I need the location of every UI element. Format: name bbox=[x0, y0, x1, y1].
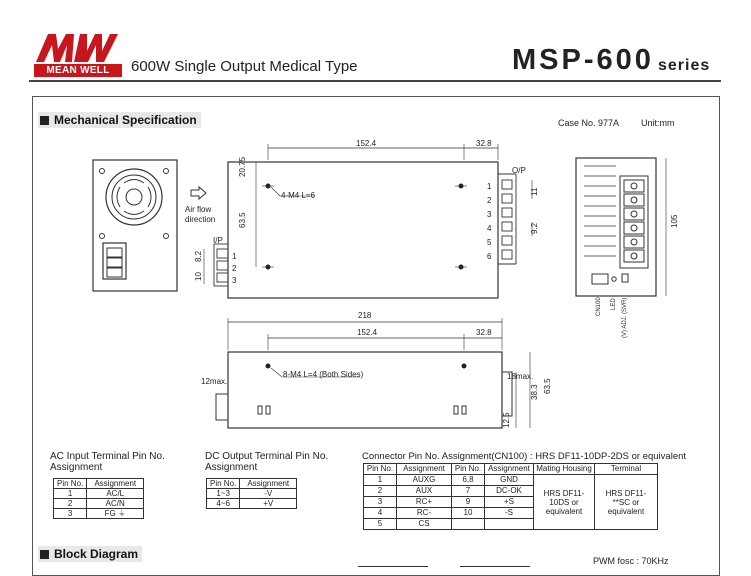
dc-output-table: Pin No. Assignment 1~3 -V 4~6 +V bbox=[206, 478, 297, 509]
front-view-drawing bbox=[90, 156, 182, 294]
dim-top-152: 152.4 bbox=[356, 139, 377, 148]
dim-10: 10 bbox=[194, 272, 203, 281]
mean-well-logo bbox=[34, 31, 122, 77]
top-view-drawing bbox=[196, 134, 550, 304]
led-label: LED bbox=[611, 298, 617, 310]
dim-8-2: 8.2 bbox=[194, 250, 203, 262]
airflow-label-1: Air flow bbox=[185, 205, 212, 214]
op-label: O/P bbox=[512, 166, 526, 175]
mw-logo-mark bbox=[34, 31, 122, 64]
mechanical-spec-heading bbox=[38, 112, 201, 128]
dim-side-152: 152.4 bbox=[357, 328, 378, 337]
table-row: 1~3 -V bbox=[207, 489, 297, 499]
dim-105: 105 bbox=[670, 214, 679, 228]
mechanical-spec-title: Mechanical Specification bbox=[54, 113, 197, 127]
page-subtitle: 600W Single Output Medical Type bbox=[131, 58, 358, 75]
screw-label-top: 4-M4 L=6 bbox=[281, 191, 316, 200]
bullet-square-icon bbox=[40, 550, 49, 559]
case-number: Case No. 977A bbox=[558, 118, 620, 128]
pwm-frequency: PWM fosc : 70KHz bbox=[593, 556, 669, 566]
block-line-1 bbox=[358, 566, 428, 567]
airflow-label-2: direction bbox=[185, 215, 216, 224]
dim-side-32: 32.8 bbox=[476, 328, 492, 337]
ac-table-title: AC Input Terminal Pin No. Assignment bbox=[50, 451, 165, 473]
dim-20-75: 20.75 bbox=[238, 156, 247, 177]
bullet-square-icon bbox=[40, 116, 49, 125]
dim-top-32: 32.8 bbox=[476, 139, 492, 148]
connector-table: Pin No. Assignment Pin No. Assignment Mating Housing Terminal 1 AUXG 6,8 GND HRS DF11-10DS or equivalent HRS DF11-**SC or equivalent 2 AUX 7 DC-OK 3 RC+ 9 +S 4 RC- 10 -S 5 CS bbox=[363, 463, 658, 530]
block-diagram-title: Block Diagram bbox=[54, 547, 139, 561]
ip-pin-numbers: 1 2 3 bbox=[232, 252, 237, 285]
dim-63-5: 63.5 bbox=[238, 212, 247, 228]
series-label: series bbox=[658, 57, 711, 74]
dim-63-5-side: 63.5 bbox=[543, 378, 552, 394]
logo-text: MEAN WELL bbox=[34, 64, 122, 77]
dc-table-title: DC Output Terminal Pin No. Assignment bbox=[205, 451, 329, 473]
table-row: 5 CS bbox=[364, 519, 658, 530]
ac-input-table: Pin No. Assignment 1 AC/L 2 AC/N 3 FG ⏚ bbox=[53, 478, 144, 519]
cn-table-title: Connector Pin No. Assignment(CN100) : HRS DF11-10DP-2DS or equivalent bbox=[362, 451, 687, 462]
dim-12max: 12max. bbox=[201, 377, 228, 386]
dim-9-2: 9.2 bbox=[530, 222, 539, 234]
dim-218: 218 bbox=[358, 311, 372, 320]
unit-label: Unit:mm bbox=[641, 118, 675, 128]
block-diagram-heading bbox=[38, 546, 142, 562]
table-row: 3 FG ⏚ bbox=[54, 509, 144, 519]
header-divider bbox=[29, 80, 721, 82]
op-pin-numbers: 1 2 3 4 5 6 bbox=[487, 182, 492, 261]
ip-label: I/P bbox=[213, 236, 223, 245]
table-row: 3 RC+ 9 +S bbox=[364, 497, 658, 508]
dim-12-5: 12.5 bbox=[502, 412, 511, 428]
screw-label-side: 8-M4 L=4 (Both Sides) bbox=[283, 370, 364, 379]
cn100-label: CN100 bbox=[596, 297, 602, 316]
table-row: 2 AUX 7 DC-OK bbox=[364, 486, 658, 497]
model-title: MSP-600 bbox=[512, 44, 654, 76]
table-row: 4 RC- 10 -S bbox=[364, 508, 658, 519]
block-line-2 bbox=[460, 566, 530, 567]
table-row: 2 AC/N bbox=[54, 499, 144, 509]
end-view-drawing bbox=[570, 152, 675, 320]
dim-38-3: 38.3 bbox=[530, 384, 539, 400]
svr-label: (V) ADJ. (SVR) bbox=[622, 297, 628, 338]
table-row: 1 AUXG 6,8 GND HRS DF11-10DS or equivalent HRS DF11-**SC or equivalent bbox=[364, 475, 658, 486]
table-row: 1 AC/L bbox=[54, 489, 144, 499]
dim-18max: 18max. bbox=[507, 372, 534, 381]
table-row: 4~6 +V bbox=[207, 499, 297, 509]
dim-11: 11 bbox=[530, 187, 539, 196]
